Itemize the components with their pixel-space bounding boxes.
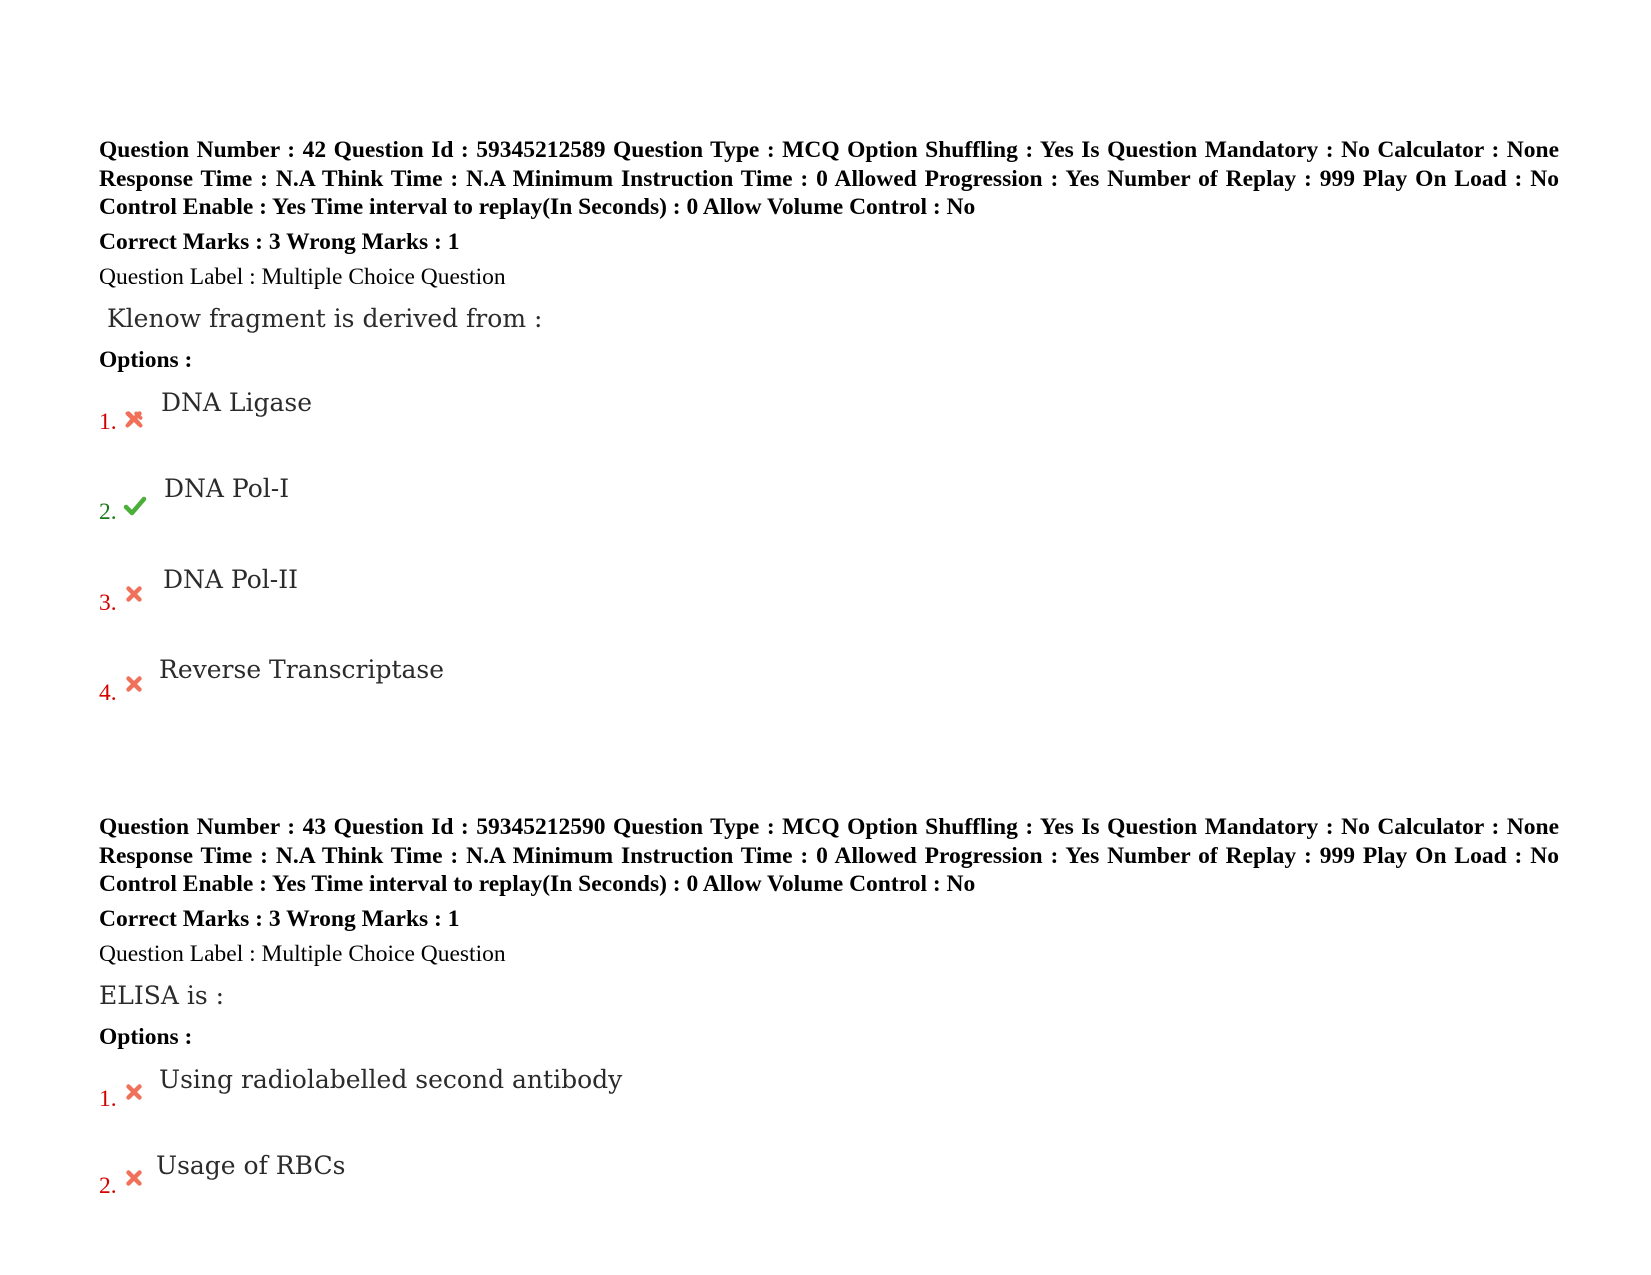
- check-icon: [123, 494, 147, 518]
- question-label: Question Label : Multiple Choice Question: [99, 263, 506, 290]
- cross-icon: [123, 1081, 145, 1103]
- options-heading: Options :: [99, 1023, 193, 1050]
- option-number: 1.: [99, 1085, 117, 1112]
- question-meta: Question Number : 43 Question Id : 59345212590 Question Type : MCQ Option Shuffling : Yes Is Question Mandatory : No Calculator : None Response Time : N.A Think Time : N.A Minimum Instruction Time : 0 Allowed Progression : Yes Number of Replay : 999 Play On Load : No Control Enable : Yes Time interval to replay(In Seconds) : 0 Allow Volume Control : No: [99, 814, 1559, 898]
- option-number: 2.: [99, 498, 117, 525]
- question-block: [99, 813, 1559, 1199]
- options-heading: Options :: [99, 346, 193, 373]
- option-text: Usage of RBCs: [156, 1150, 346, 1180]
- question-marks: Correct Marks : 3 Wrong Marks : 1: [99, 228, 460, 255]
- question-stem: Klenow fragment is derived from :: [107, 303, 543, 333]
- question-block: [99, 136, 1559, 706]
- cross-icon: [123, 408, 145, 430]
- question-meta: Question Number : 42 Question Id : 59345212589 Question Type : MCQ Option Shuffling : Yes Is Question Mandatory : No Calculator : None Response Time : N.A Think Time : N.A Minimum Instruction Time : 0 Allowed Progression : Yes Number of Replay : 999 Play On Load : No Control Enable : Yes Time interval to replay(In Seconds) : 0 Allow Volume Control : No: [99, 137, 1559, 221]
- question-marks: Correct Marks : 3 Wrong Marks : 1: [99, 905, 460, 932]
- option-number: 3.: [99, 589, 117, 616]
- cross-icon: [123, 673, 145, 695]
- option-number: 1.: [99, 408, 117, 435]
- cross-icon: [123, 1167, 145, 1189]
- question-label: Question Label : Multiple Choice Question: [99, 940, 506, 967]
- option-text: Using radiolabelled second antibody: [159, 1064, 623, 1094]
- option-text: DNA Ligase: [161, 387, 313, 417]
- option-text: DNA Pol-II: [163, 564, 298, 594]
- option-number: 2.: [99, 1172, 117, 1199]
- question-stem: ELISA is :: [99, 980, 225, 1010]
- option-text: Reverse Transcriptase: [159, 654, 445, 684]
- option-number: 4.: [99, 679, 117, 706]
- option-text: DNA Pol-I: [164, 473, 290, 503]
- cross-icon: [123, 583, 145, 605]
